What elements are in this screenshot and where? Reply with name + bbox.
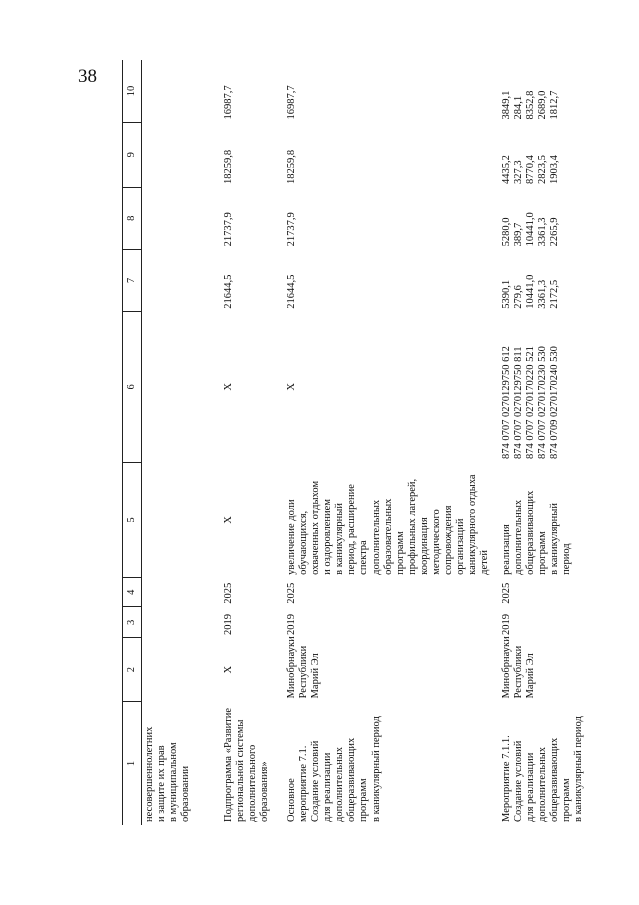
cell-budget-code: 874 0707 0270129750 612 874 0707 0270129750 811 874 0707 0270170220 521 874 0707 0270170230 530 874 0709 0270170240 530: [501, 346, 561, 460]
cell-end-year: 2025: [223, 582, 235, 604]
cell-budget-code: [142, 312, 219, 462]
cell-value: 21644,5: [286, 274, 298, 309]
budget-table: [122, 60, 595, 825]
cell-value: [142, 187, 219, 249]
cell-start-year: 2019: [501, 613, 513, 635]
cell-budget-code: Х: [286, 383, 298, 391]
cell-end-year: [142, 578, 219, 607]
cell-result: увеличение доли обучающихся, охваченных отдыхом и оздоровлением в каникулярный период, расширение спектра дополнительных образовательных программ профильных лагерей, координация методического сопровождения организаций каникулярного отдыха детей: [286, 474, 491, 575]
cell-value: 18259,8: [223, 149, 235, 185]
page-number: 38: [78, 66, 97, 87]
cell-value: 21737,9: [286, 212, 298, 247]
cell-value: 16987,7: [286, 85, 298, 120]
cell-end-year: 2025: [501, 582, 513, 604]
cell-result: Х: [223, 516, 235, 524]
header-row: [123, 60, 142, 825]
column-header: 8: [123, 187, 142, 249]
cell-value: [142, 60, 219, 122]
cell-value: 16987,7: [223, 85, 235, 120]
cell-executor: Минобрнауки Республики Марий Эл: [501, 636, 537, 699]
cell-value: 3849,1 284,1 8352,8 2689,0 1812,7: [501, 90, 561, 120]
cell-value: 18259,8: [286, 149, 298, 185]
column-header: 9: [123, 122, 142, 187]
cell-value: [142, 122, 219, 187]
column-header: 3: [123, 607, 142, 638]
cell-start-year: 2019: [286, 613, 298, 635]
cell-value: 4435,2 327,3 8770,4 2823,5 1903,4: [501, 155, 561, 185]
cell-value: 21644,5: [223, 274, 235, 309]
cell-executor: Х: [223, 665, 235, 674]
column-header: 6: [123, 312, 142, 462]
column-header: 5: [123, 462, 142, 578]
cell-value: 21737,9: [223, 212, 235, 247]
cell-start-year: 2019: [223, 613, 235, 635]
column-header: 7: [123, 249, 142, 311]
cell-start-year: [142, 607, 219, 638]
cell-budget-code: Х: [223, 383, 235, 391]
cell-name: несовершеннолетних и защите их прав в муниципальном образовании: [144, 726, 192, 822]
table-row: [281, 60, 496, 825]
rotated-table-container: [122, 60, 585, 825]
cell-result: [142, 462, 219, 578]
cell-name: Мероприятие 7.1.1. Создание условий для реализации дополнительных общеразвивающих программ в каникулярный период: [501, 716, 585, 822]
cell-executor: Минобрнауки Республики Марий Эл: [286, 636, 322, 699]
cell-executor: [142, 638, 219, 701]
cell-name: Подпрограмма «Развитие региональной системы дополнительного образования»: [223, 707, 271, 822]
table-row: [218, 60, 281, 825]
table-row: [496, 60, 595, 825]
cell-value: 5390,1 279,6 10441,0 3361,3 2172,5: [501, 274, 561, 309]
column-header: 4: [123, 578, 142, 607]
cell-value: [142, 249, 219, 311]
column-header: 1: [123, 701, 142, 825]
cell-result: реализация дополнительных общеразвивающих программ в каникулярный период: [501, 490, 573, 575]
cell-name: Основное мероприятие 7.1. Создание условий для реализации дополнительных общеразвивающих программ в каникулярный период: [286, 716, 382, 822]
table-row: [142, 60, 219, 825]
cell-end-year: 2025: [286, 582, 298, 604]
column-header: 2: [123, 638, 142, 701]
cell-value: 5280,0 389,7 10441,0 3361,3 2265,9: [501, 212, 561, 247]
column-header: 10: [123, 60, 142, 122]
